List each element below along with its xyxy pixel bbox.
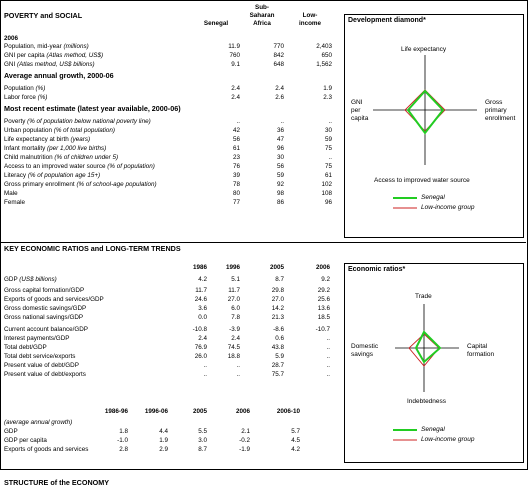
poverty-row-value: 648 (273, 61, 284, 68)
debt-row-value: .. (326, 362, 330, 369)
debt-row-label: Interest payments/GDP (4, 335, 70, 342)
recent-row-label (4, 181, 157, 189)
recent-row-label: Female (4, 199, 25, 206)
economic-ratios-box (344, 263, 524, 463)
growth-data-row-value: 2.9 (159, 446, 168, 453)
growth-data-row-value: 4.4 (159, 428, 168, 435)
debt-row-value: .. (203, 362, 207, 369)
recent-row-value: 75 (324, 163, 332, 170)
growth-row-unit: (%) (35, 85, 46, 92)
growth-row-value: 1.9 (323, 85, 332, 92)
debt-row-value: 26.0 (194, 353, 207, 360)
ratio-row-value: 21.3 (271, 314, 284, 321)
diamond1-legend-senegal: Senegal (421, 194, 445, 201)
poverty-row-unit: (Atlas method, US$) (46, 52, 104, 59)
recent-row-label (4, 136, 90, 144)
recent-row-text: Life expectancy at birth (4, 136, 71, 143)
recent-row-label: Male (4, 190, 18, 197)
debt-row-value: .. (236, 362, 240, 369)
recent-row-text: Gross primary enrollment (4, 181, 77, 188)
ratio-row-value: 0.0 (198, 314, 207, 321)
ratios-title: KEY ECONOMIC RATIOS and LONG-TERM TRENDS (4, 244, 181, 253)
growth-row-label (4, 85, 45, 93)
growth-data-row-value: -1.9 (239, 446, 250, 453)
growth-data-row-value: 3.0 (198, 437, 207, 444)
recent-row-label (4, 118, 151, 126)
growth-label: (average annual growth) (4, 419, 73, 426)
ratio-row-value: 11.7 (228, 287, 240, 294)
recent-row-value: 102 (321, 181, 332, 188)
growth-data-row-value: 4.5 (291, 437, 300, 444)
diamond1-top-label: Life expectancy (401, 46, 447, 53)
recent-row-text: Access to an improved water source (4, 163, 108, 170)
recent-row-text: Literacy (4, 172, 28, 179)
development-diamond-box (344, 14, 524, 238)
ratio-year-header: 2006 (315, 264, 330, 271)
debt-row-value: 76.9 (194, 344, 207, 351)
ratio-row-value: 18.5 (317, 314, 330, 321)
debt-row-value: .. (326, 335, 330, 342)
ratio-row-label: Gross national savings/GDP (4, 314, 84, 321)
recent-row-value: 92 (276, 181, 284, 188)
growth-year-header: 1986-96 (104, 408, 128, 415)
growth-data-row-value: 2.1 (241, 428, 250, 435)
recent-row-value: .. (328, 118, 332, 125)
diamond1-right-label: Gross primary enrollment (485, 99, 516, 122)
diamond1-legend-low-income: Low-income group (421, 204, 475, 211)
ratio-row-value: 11.7 (195, 287, 207, 294)
ratio-row-label: Gross capital formation/GDP (4, 287, 85, 294)
recent-row-value: .. (328, 154, 332, 161)
debt-row-label: Present value of debt/GDP (4, 362, 79, 369)
growth-data-row-label: Exports of goods and services (4, 446, 89, 453)
recent-row-value: .. (236, 118, 240, 125)
recent-row-value: 30 (324, 127, 332, 134)
recent-row-value: 61 (324, 172, 332, 179)
debt-row-value: .. (326, 353, 330, 360)
poverty-row-value: 1,562 (316, 61, 332, 68)
ratio-row-value: 7.8 (231, 314, 240, 321)
recent-row-label (4, 172, 100, 180)
recent-row-value: 75 (324, 145, 332, 152)
col-header-senegal: Senegal (203, 20, 229, 27)
ratio-gdp-row-text: GDP (4, 276, 20, 283)
diamond2-bottom-label: Indebtedness (407, 398, 447, 405)
recent-row-value: 39 (232, 172, 240, 179)
growth-data-row-value: 1.9 (159, 437, 168, 444)
poverty-row-unit: (Atlas method, US$ billions) (16, 61, 95, 68)
ratio-row-value: 29.8 (271, 287, 284, 294)
debt-row-value: .. (236, 371, 240, 378)
growth-row-unit: (%) (37, 94, 48, 101)
growth-data-row-value: 2.8 (119, 446, 128, 453)
poverty-row-value: 650 (321, 52, 332, 59)
growth-row-value: 2.3 (323, 94, 332, 101)
recent-row-value: 61 (232, 145, 240, 152)
poverty-row-unit: (millions) (63, 43, 89, 50)
ratio-row-value: 27.0 (271, 296, 284, 303)
diamond1-left-label: GNI per capita (351, 99, 369, 122)
diamond1-senegal-shape (408, 91, 443, 133)
growth-row-value: 2.4 (275, 85, 284, 92)
debt-row-label: Total debt/GDP (4, 344, 47, 351)
debt-row-value: .. (326, 371, 330, 378)
ratio-row-value: 29.2 (317, 287, 330, 294)
recent-row-value: 42 (232, 127, 240, 134)
growth-year-header: 1996-06 (144, 408, 168, 415)
debt-row-value: 74.5 (227, 344, 240, 351)
recent-row-value: .. (280, 118, 284, 125)
ratio-year-header: 1986 (192, 264, 207, 271)
diamond2-legend-senegal: Senegal (421, 426, 445, 433)
poverty-row-text: GNI (4, 61, 17, 68)
poverty-row-label (4, 43, 89, 51)
diamond2-left-label: Domestic savings (351, 343, 379, 358)
poverty-row-value: 9.1 (231, 61, 240, 68)
recent-row-value: 56 (276, 163, 284, 170)
recent-row-unit: (% of school-age population) (76, 181, 157, 188)
poverty-year: 2006 (4, 35, 19, 42)
ratio-row-value: 27.0 (227, 296, 240, 303)
economic-ratios-title: Economic ratios* (348, 266, 406, 273)
growth-row-text: Population (4, 85, 36, 92)
recent-row-value: 30 (276, 154, 284, 161)
ratio-row-value: 13.6 (317, 305, 330, 312)
recent-row-text: Poverty (4, 118, 28, 125)
recent-row-value: 78 (232, 181, 240, 188)
recent-row-text: Urban population (4, 127, 54, 134)
ratio-row-label: Gross domestic savings/GDP (4, 305, 87, 312)
recent-row-text: Child malnutrition (4, 154, 55, 161)
ratio-row-value: 14.2 (271, 305, 284, 312)
recent-row-value: 76 (232, 163, 240, 170)
debt-row-value: 18.8 (227, 353, 240, 360)
ratio-gdp-row-value: 8.7 (275, 276, 284, 283)
col-header-ssa: Sub- Saharan Africa (249, 4, 275, 27)
recent-row-label (4, 163, 155, 171)
debt-row-label: Total debt service/exports (4, 353, 76, 360)
structure-title: STRUCTURE of the ECONOMY (4, 478, 110, 487)
recent-row-unit: (per 1,000 live births) (47, 145, 107, 152)
recent-row-value: 59 (324, 136, 332, 143)
debt-row-value: -10.7 (315, 326, 330, 333)
ratio-gdp-row-label (4, 276, 57, 284)
recent-row-unit: (% of population age 15+) (27, 172, 101, 179)
debt-row-value: 0.6 (275, 335, 284, 342)
ratio-year-header: 2005 (269, 264, 284, 271)
poverty-row-label (4, 52, 103, 60)
recent-row-value: 47 (276, 136, 284, 143)
growth-data-row-value: 8.7 (198, 446, 207, 453)
debt-row-value: 2.4 (231, 335, 240, 342)
debt-row-value: -10.8 (192, 326, 207, 333)
recent-row-value: 86 (276, 199, 284, 206)
ratio-year-header: 1996 (225, 264, 240, 271)
recent-row-unit: (% of children under 5) (54, 154, 119, 161)
debt-row-label: Present value of debt/exports (4, 371, 86, 378)
recent-row-value: 98 (276, 190, 284, 197)
diamond1-bottom-label: Access to improved water source (374, 177, 470, 184)
col-header-low-income: Low- income (298, 12, 322, 27)
recent-row-label (4, 127, 115, 135)
diamond2-right-label: Capital formation (467, 343, 495, 358)
recent-row-text: Infant mortality (4, 145, 48, 152)
growth-data-row-value: -1.0 (117, 437, 128, 444)
recent-row-value: 56 (232, 136, 240, 143)
recent-row-unit: (years) (70, 136, 91, 143)
growth-data-row-value: 1.8 (119, 428, 128, 435)
diamond2-legend-low-income: Low-income group (421, 436, 475, 443)
debt-row-label: Current account balance/GDP (4, 326, 89, 333)
growth-year-header: 2005 (192, 408, 207, 415)
recent-row-value: 59 (276, 172, 284, 179)
debt-row-value: 28.7 (271, 362, 284, 369)
growth-row-value: 2.6 (275, 94, 284, 101)
recent-row-unit: (% of total population) (53, 127, 115, 134)
debt-row-value: .. (203, 371, 207, 378)
recent-row-value: 23 (232, 154, 240, 161)
debt-row-value: .. (326, 344, 330, 351)
growth-year-header: 2006-10 (276, 408, 300, 415)
poverty-row-text: Population, mid-year (4, 43, 64, 50)
growth-row-value: 2.4 (231, 94, 240, 101)
ratio-gdp-row-value: 9.2 (321, 276, 330, 283)
growth-data-row-value: -0.2 (239, 437, 250, 444)
recent-row-value: 96 (324, 199, 332, 206)
ratio-row-value: 6.0 (231, 305, 240, 312)
growth-year-header: 2006 (235, 408, 250, 415)
poverty-row-value: 2,403 (316, 43, 332, 50)
growth-row-text: Labor force (4, 94, 38, 101)
recent-title: Most recent estimate (latest year available, 2000-06) (4, 104, 181, 113)
diamond2-top-label: Trade (415, 293, 432, 300)
recent-row-label (4, 154, 118, 162)
recent-row-value: 96 (276, 145, 284, 152)
poverty-row-text: GNI per capita (4, 52, 47, 59)
recent-row-value: 108 (321, 190, 332, 197)
growth-data-row-value: 4.2 (291, 446, 300, 453)
growth-data-row-value: 5.7 (291, 428, 300, 435)
recent-row-value: 77 (232, 199, 240, 206)
section-divider (0, 242, 526, 243)
poverty-row-label (4, 61, 95, 69)
ratio-gdp-row-value: 5.1 (231, 276, 240, 283)
poverty-row-value: 760 (229, 52, 240, 59)
growth-data-row-label: GDP (4, 428, 18, 435)
ratio-row-value: 3.6 (198, 305, 207, 312)
poverty-title: POVERTY and SOCIAL (4, 11, 83, 20)
ratio-row-label: Exports of goods and services/GDP (4, 296, 104, 303)
recent-row-value: 36 (276, 127, 284, 134)
growth-row-label (4, 94, 47, 102)
development-diamond-title: Development diamond* (348, 17, 426, 24)
recent-row-unit: (% of population) (107, 163, 155, 170)
poverty-row-value: 842 (273, 52, 284, 59)
ratio-row-value: 24.6 (194, 296, 207, 303)
debt-row-value: 2.4 (198, 335, 207, 342)
debt-row-value: 75.7 (271, 371, 284, 378)
debt-row-value: -3.9 (229, 326, 240, 333)
debt-row-value: -8.6 (273, 326, 284, 333)
poverty-row-value: 770 (273, 43, 284, 50)
growth-title: Average annual growth, 2000-06 (4, 71, 114, 80)
recent-row-unit: (% of population below national poverty line) (27, 118, 151, 125)
debt-row-value: 43.8 (271, 344, 284, 351)
poverty-row-value: 11.9 (228, 43, 240, 50)
recent-row-label (4, 145, 106, 153)
ratio-row-value: 25.6 (317, 296, 330, 303)
growth-data-row-label: GDP per capita (4, 437, 47, 444)
ratio-gdp-row-value: 4.2 (198, 276, 207, 283)
growth-data-row-value: 5.5 (198, 428, 207, 435)
ratio-gdp-row-unit: (US$ billions) (19, 276, 57, 283)
debt-row-value: 5.9 (275, 353, 284, 360)
recent-row-value: 80 (232, 190, 240, 197)
diamond2-senegal-shape (416, 332, 440, 362)
growth-row-value: 2.4 (231, 85, 240, 92)
